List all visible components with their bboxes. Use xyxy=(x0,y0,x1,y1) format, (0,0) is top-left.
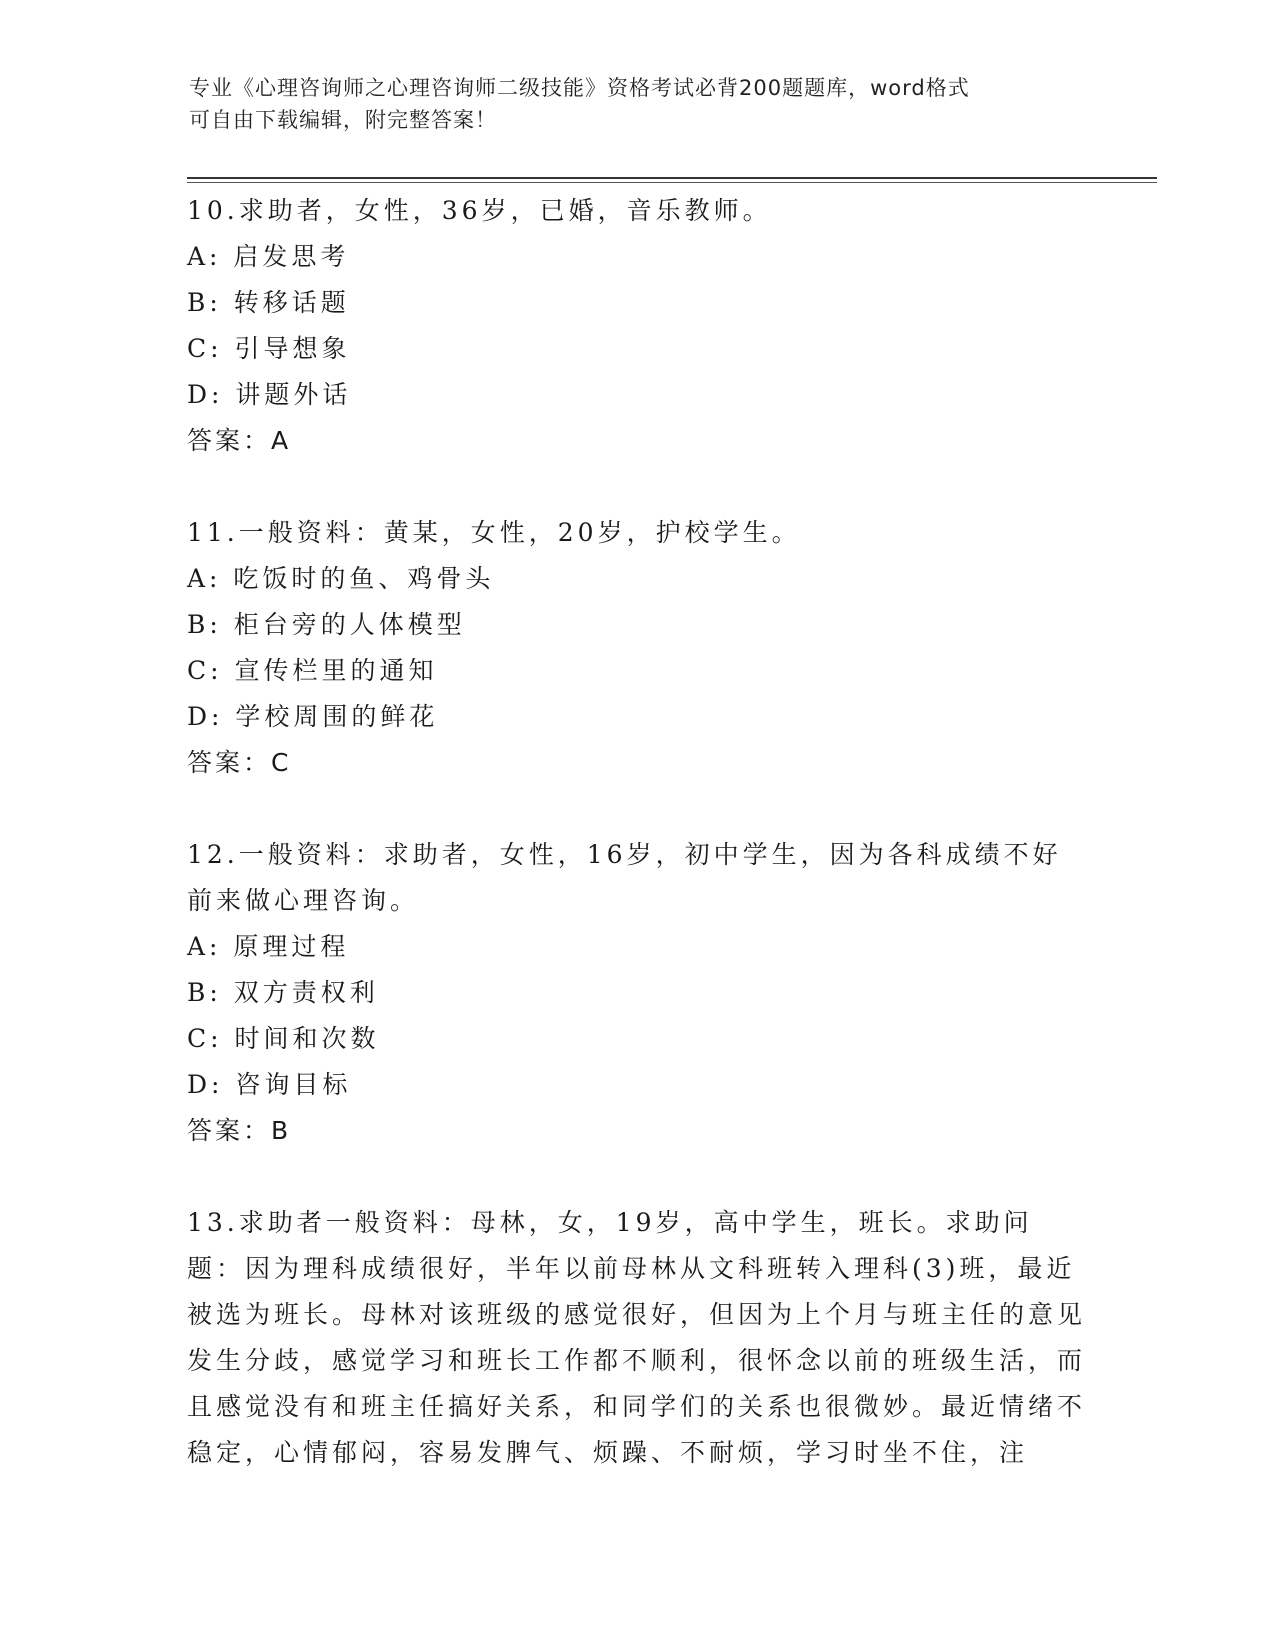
question-stem: 10.求助者，女性，36岁，已婚，音乐教师。 xyxy=(187,196,772,225)
question-list xyxy=(187,188,1087,1522)
header-title-line-1: 专业《心理咨询师之心理咨询师二级技能》资格考试必背200题题库，word格式 xyxy=(189,76,970,100)
header-divider-thin xyxy=(187,182,1157,183)
option-c: C: 引导想象 xyxy=(187,334,351,363)
question-13 xyxy=(187,1200,1087,1476)
header-title-line-2: 可自由下载编辑，附完整答案！ xyxy=(189,108,497,132)
option-a: A: 启发思考 xyxy=(187,242,350,271)
question-11 xyxy=(187,510,1087,786)
question-10 xyxy=(187,188,1087,464)
question-12 xyxy=(187,832,1087,1154)
option-b: B: 转移话题 xyxy=(187,288,350,317)
header-divider xyxy=(187,177,1157,179)
document-header xyxy=(189,72,1069,136)
option-c: C: 宣传栏里的通知 xyxy=(187,656,438,685)
question-stem: 11.一般资料：黄某，女性，20岁，护校学生。 xyxy=(187,518,801,547)
option-a: A: 吃饭时的鱼、鸡骨头 xyxy=(187,564,495,593)
answer-line: 答案：C xyxy=(187,748,292,777)
option-d: D: 咨询目标 xyxy=(187,1070,352,1099)
option-d: D: 学校周围的鲜花 xyxy=(187,702,439,731)
option-b: B: 双方责权利 xyxy=(187,978,379,1007)
option-c: C: 时间和次数 xyxy=(187,1024,380,1053)
question-stem: 12.一般资料：求助者，女性，16岁，初中学生，因为各科成绩不好前来做心理咨询。 xyxy=(187,840,1062,915)
question-stem: 13.求助者一般资料：母林，女，19岁，高中学生，班长。求助问题：因为理科成绩很好，半年以前母林从文科班转入理科(3)班，最近被选为班长。母林对该班级的感觉很好，但因为上个月与班主任的意见发生分歧，感觉学习和班长工作都不顺利，很怀念以前的班级生活，而且感觉没有和班主任搞好关系，和同学们的关系也很微妙。最近情绪不稳定，心情郁闷，容易发脾气、烦躁、不耐烦，学习时坐不住，注 xyxy=(187,1208,1087,1467)
option-b: B: 柜台旁的人体模型 xyxy=(187,610,466,639)
answer-line: 答案：B xyxy=(187,1116,292,1145)
option-d: D: 讲题外话 xyxy=(187,380,352,409)
answer-line: 答案：A xyxy=(187,426,292,455)
option-a: A: 原理过程 xyxy=(187,932,350,961)
